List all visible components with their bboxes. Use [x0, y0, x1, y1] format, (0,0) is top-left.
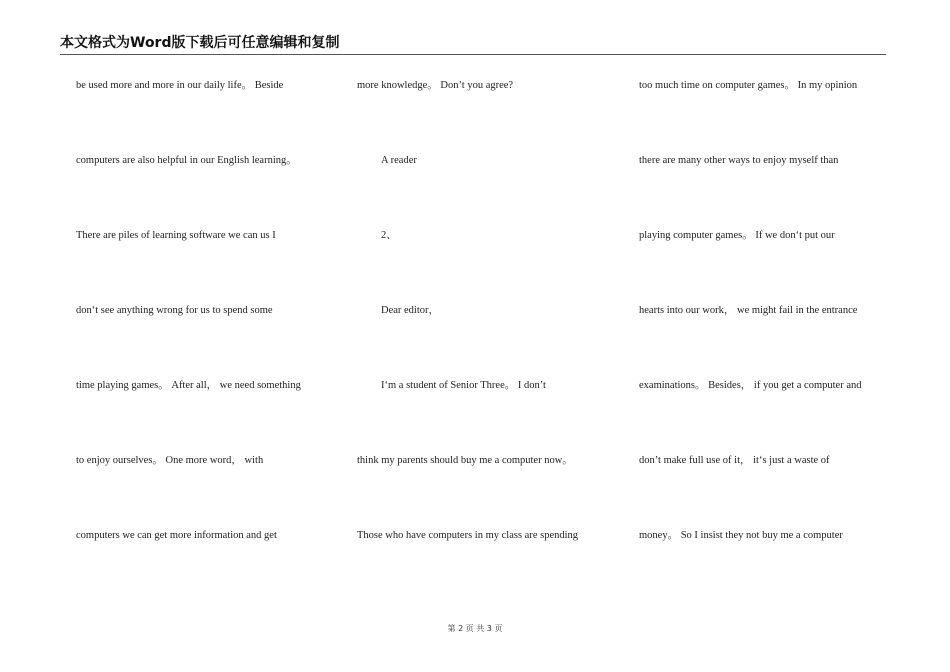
text-line: more knowledge。 Don’t you agree?	[357, 80, 514, 91]
salutation-line: Dear editor，	[381, 305, 440, 316]
text-line: money。 So I insist they not buy me a computer	[639, 530, 843, 541]
text-line: to enjoy ourselves。 One more word， with	[76, 455, 264, 466]
text-line: computers are also helpful in our English learning。	[76, 155, 297, 166]
header-title: 本文格式为Word版下载后可任意编辑和复制	[60, 35, 340, 51]
text-line: don‘t see anything wrong for us to spend some	[76, 305, 273, 316]
text-line: I‘m a student of Senior Three。 I don’t	[381, 380, 546, 391]
text-line: There are piles of learning software we can us I	[76, 230, 276, 241]
text-line: Those who have computers in my class are spending	[357, 530, 579, 541]
section-number: 2、	[381, 230, 397, 241]
signature-line: A reader	[381, 155, 417, 166]
text-line: think my parents should buy me a computer now。	[357, 455, 573, 466]
text-line: hearts into our work， we might fail in the entrance	[639, 305, 858, 316]
text-line: be used more and more in our daily life。 Beside	[76, 80, 284, 91]
text-line: playing computer games。 If we don‘t put our	[639, 230, 835, 241]
text-line: don’t make full use of it， it‘s just a waste of	[639, 455, 830, 466]
page-header	[60, 34, 886, 55]
text-line: examinations。 Besides， if you get a computer and	[639, 380, 862, 391]
text-line: time playing games。 After all， we need something	[76, 380, 301, 391]
page-number: 第 2 页 共 3 页	[447, 624, 503, 633]
text-line: there are many other ways to enjoy myself than	[639, 155, 839, 166]
text-line: computers we can get more information and get	[76, 530, 277, 541]
text-line: too much time on computer games。 In my opinion	[639, 80, 858, 91]
